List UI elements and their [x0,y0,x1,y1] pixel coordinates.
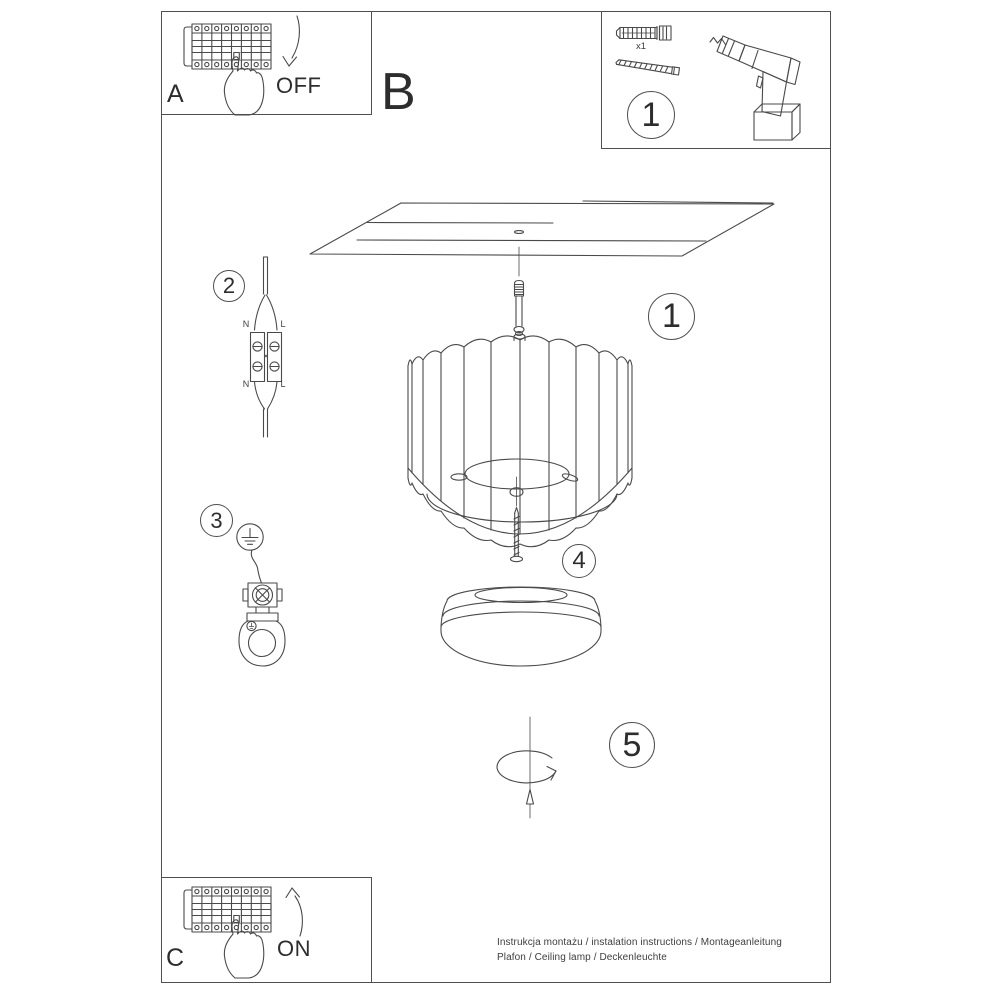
breaker-off-box [161,11,372,115]
wire-label-n-top: N [242,319,250,329]
box-c-label: C [166,944,185,972]
step-number: 4 [572,547,586,574]
footer-line-2: Plafon / Ceiling lamp / Deckenleuchte [497,951,667,963]
step-number: 5 [622,725,642,764]
step-number: 2 [222,273,236,298]
step-number: 3 [210,507,223,533]
quantity-label: x1 [636,41,647,52]
breaker-on-box [161,877,372,983]
step-marker-3 [200,504,233,537]
step-marker-4 [562,544,596,578]
on-label: ON [277,936,311,961]
step-marker-1 [648,293,695,340]
wire-label-l-top: L [280,319,286,329]
box-a-label: A [167,80,184,108]
footer-line-1: Instrukcja montażu / instalation instructions / Montageanleitung [497,937,782,948]
step-marker-5 [609,722,655,768]
wire-label-n-bottom: N [242,379,250,389]
step-marker-1-parts [627,91,675,139]
wire-label-l-bottom: L [280,379,286,389]
step-number: 1 [641,95,661,134]
off-label: OFF [276,73,322,98]
step-marker-2 [213,270,245,302]
step-number: 1 [662,297,681,335]
footer [497,936,782,965]
main-frame [161,11,831,983]
letter-b-label: B [381,63,416,121]
